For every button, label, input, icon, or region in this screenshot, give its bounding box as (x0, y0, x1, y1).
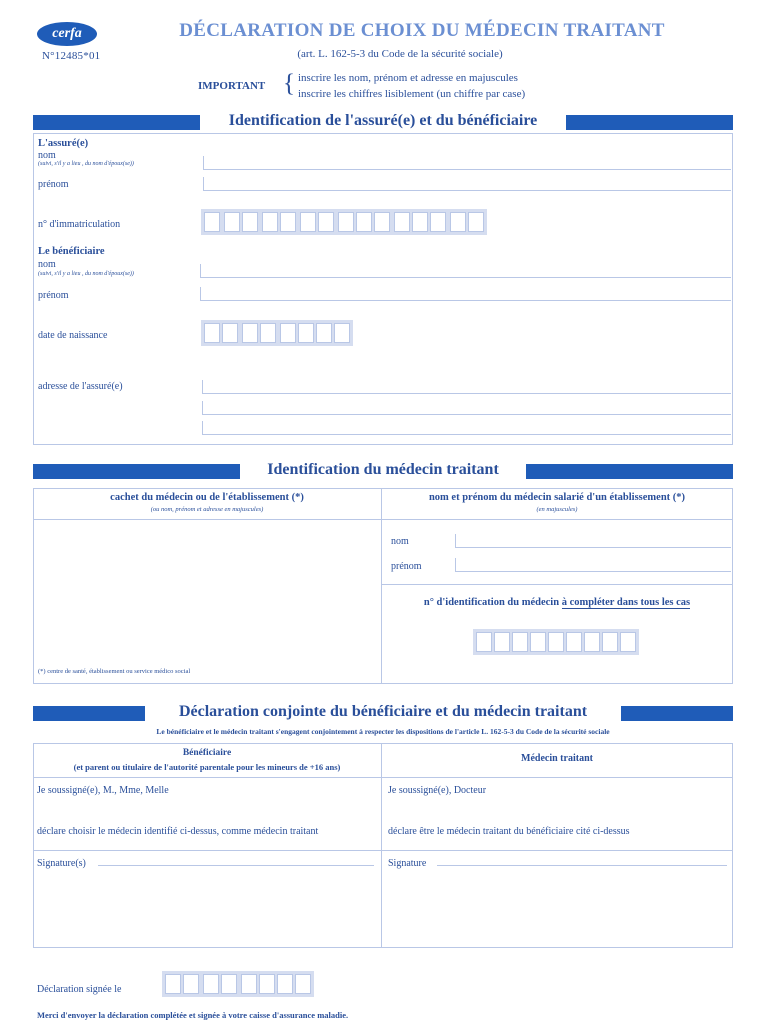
beneficiary-heading: Le bénéficiaire (38, 246, 105, 257)
mailing-note: Merci d'envoyer la déclaration complétée et signée à votre caisse d'assurance maladie. (37, 1010, 349, 1020)
signature-line (437, 865, 727, 866)
salaried-subheading: (en majuscules) (536, 506, 578, 513)
instruction-line: inscrire les nom, prénom et adresse en majuscules (298, 72, 518, 84)
beneficiary-line2: déclare choisir le médecin identifié ci-dessus, comme médecin traitant (37, 826, 319, 837)
signature-line (98, 865, 374, 866)
insured-nom-note: (suivi, s'il y a lieu , du nom d'époux(se)) (38, 161, 134, 167)
doctor-signature-label: Signature (388, 858, 427, 869)
beneficiary-prenom-label: prénom (38, 290, 69, 301)
birthdate-label: date de naissance (38, 330, 108, 341)
beneficiary-col-heading: Bénéficiaire (182, 748, 232, 758)
birthdate-cells[interactable] (201, 320, 353, 346)
doctor-signature-area[interactable] (382, 871, 732, 947)
stamp-heading: cachet du médecin ou de l'établissement (*) (110, 492, 304, 503)
column-divider (381, 488, 382, 684)
footnote: (*) centre de santé, établissement ou service médico social (38, 668, 191, 675)
doctor-col-heading: Médecin traitant (521, 753, 593, 764)
instruction-line: inscrire les chiffres lisiblement (un chiffre par case) (298, 88, 526, 100)
important-label: IMPORTANT (198, 80, 266, 92)
address-field-line2[interactable] (202, 401, 731, 415)
signature-rule (33, 850, 733, 851)
section-title-joint: Déclaration conjointe du bénéficiaire et du médecin traitant (145, 703, 621, 721)
legal-reference: (art. L. 162-5-3 du Code de la sécurité sociale) (297, 48, 503, 60)
ident-label: n° d'identification du médecin (423, 597, 560, 608)
address-field-line3[interactable] (202, 421, 731, 435)
doctor-nom-label: nom (391, 536, 409, 547)
form-number: N°12485*01 (42, 50, 101, 62)
ident-heading (381, 597, 733, 608)
doctor-nom-field[interactable] (455, 534, 731, 548)
beneficiary-signature-area[interactable] (34, 871, 380, 947)
beneficiary-col-subheading: (et parent ou titulaire de l'autorité parentale pour les mineurs de +16 ans) (73, 762, 341, 772)
address-label: adresse de l'assuré(e) (38, 381, 123, 392)
insured-prenom-field[interactable] (203, 177, 731, 191)
doctor-line2: déclare être le médecin traitant du bénéficiaire cité ci-dessus (388, 826, 630, 837)
ident-emphasis: à compléter dans tous les cas (561, 597, 691, 608)
header-rule (33, 777, 733, 778)
address-field-line1[interactable] (202, 380, 731, 394)
signed-date-cells[interactable] (162, 971, 314, 997)
beneficiary-prenom-field[interactable] (200, 287, 731, 301)
doctor-prenom-field[interactable] (455, 558, 731, 572)
insured-nom-field[interactable] (203, 156, 731, 170)
beneficiary-nom-label: nom (38, 259, 56, 270)
immatriculation-label: n° d'immatriculation (38, 219, 121, 230)
cerfa-logo: cerfa (37, 22, 97, 46)
beneficiary-nom-field[interactable] (200, 264, 731, 278)
ident-rule (381, 584, 733, 585)
doctor-ident-cells[interactable] (473, 629, 639, 655)
section-title-insured: Identification de l'assuré(e) et du bénéficiaire (200, 112, 566, 130)
joint-subtitle: Le bénéficiaire et le médecin traitant s'engagent conjointement à respecter les dispositions de l'article L. 162-5-3 du Code de la sécurité sociale (156, 727, 610, 736)
section-title-doctor: Identification du médecin traitant (240, 461, 526, 479)
insured-nom-label: nom (38, 150, 56, 161)
doctor-prenom-label: prénom (391, 561, 422, 572)
doctor-line1: Je soussigné(e), Docteur (388, 785, 487, 796)
salaried-heading: nom et prénom du médecin salarié d'un établissement (*) (428, 492, 686, 503)
immatriculation-cells[interactable] (201, 209, 487, 235)
important-instructions (298, 70, 525, 102)
beneficiary-line1: Je soussigné(e), M., Mme, Melle (37, 785, 169, 796)
page-title: DÉCLARATION DE CHOIX DU MÉDECIN TRAITANT (179, 20, 665, 41)
insured-prenom-label: prénom (38, 179, 69, 190)
stamp-area[interactable] (34, 520, 380, 660)
beneficiary-signature-label: Signature(s) (37, 858, 86, 869)
stamp-subheading: (ou nom, prénom et adresse en majuscules) (150, 506, 264, 513)
beneficiary-nom-note: (suivi, s'il y a lieu , du nom d'époux(se)) (38, 271, 134, 277)
insured-heading: L'assuré(e) (38, 138, 89, 149)
signed-date-label: Déclaration signée le (37, 984, 122, 995)
brace-icon: { (283, 70, 295, 97)
